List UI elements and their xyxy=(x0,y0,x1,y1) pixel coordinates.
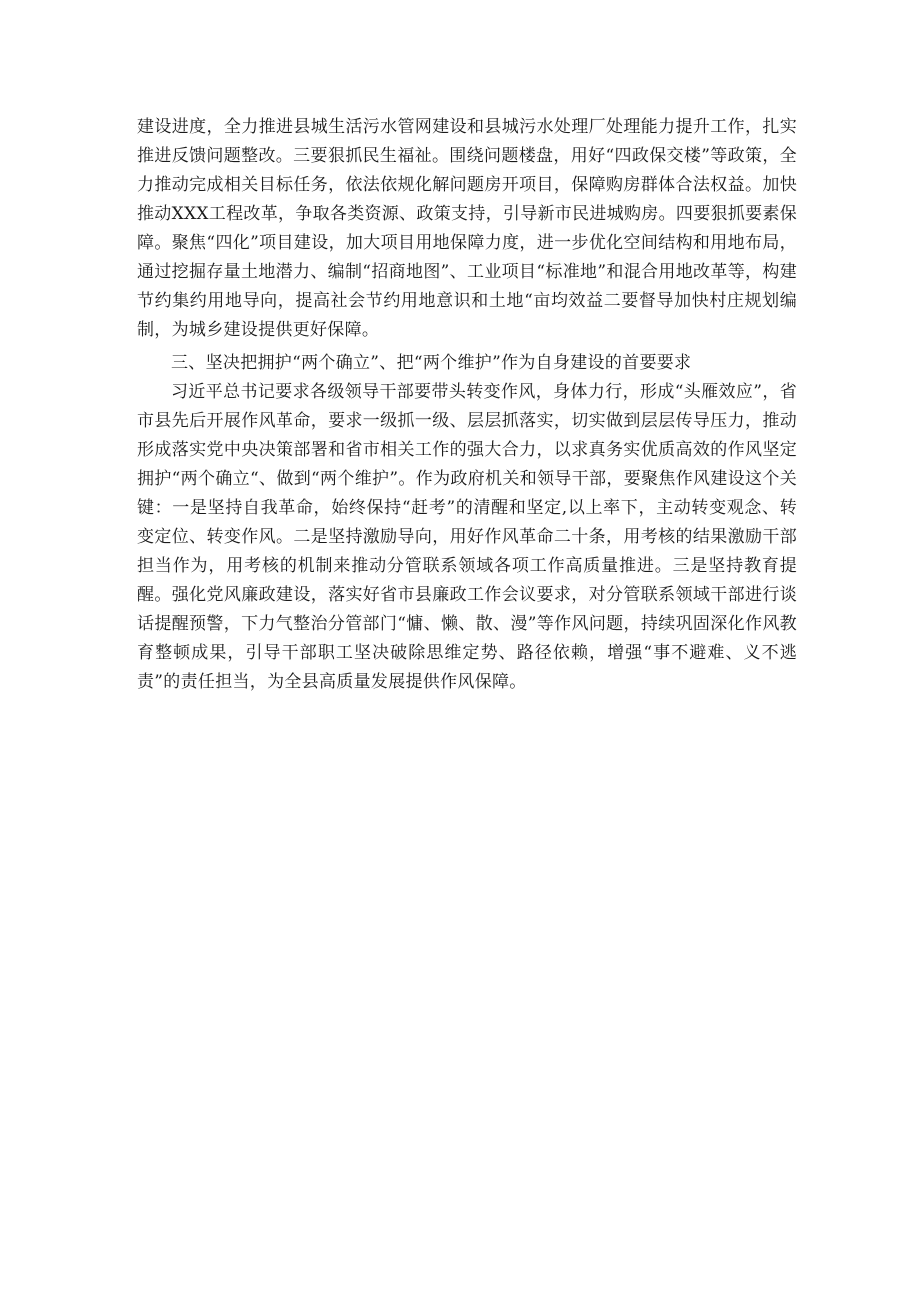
paragraph-continuation: 建设进度，全力推进县城生活污水管网建设和县城污水处理厂处理能力提升工作，扎实推进反馈问题整改。三要狠抓民生福祉。围绕问题楼盘，用好“四政保交楼”等政策，全力推动完成相关目标任务，依法依规化解问题房开项目，保障购房群体合法权益。加快推动XXX工程改革，争取各类资源、政策支持，引导新市民进城购房。四要狠抓要素保障。聚焦“四化”项目建设，加大项目用地保障力度，进一步优化空间结构和用地布局，通过挖掘存量土地潜力、编制“招商地图”、工业项目“标准地”和混合用地改革等，构建节约集约用地导向，提高社会节约用地意识和土地“亩均效益二要督导加快村庄规划编制，为城乡建设提供更好保障。 xyxy=(137,117,798,340)
document-body xyxy=(137,113,797,697)
section-heading-three: 三、坚决把拥护“两个确立”、把“两个维护”作为自身建设的首要要求 xyxy=(171,353,692,373)
paragraph-work-style: 习近平总书记要求各级领导干部要带头转变作风，身体力行，形成“头雁效应”，省市县先后开展作风革命，要求一级抓一级、层层抓落实，切实做到层层传导压力，推动形成落实党中央决策部署和省市相关工作的强大合力，以求真务实优质高效的作风坚定拥护“两个确立“、做到“两个维护”。作为政府机关和领导干部，要聚焦作风建设这个关键：一是坚持自我革命，始终保持“赶考”的清醒和坚定,以上率下，主动转变观念、转变定位、转变作风。二是坚持激励导向，用好作风革命二十条，用考核的结果激励干部担当作为，用考核的机制来推动分管联系领域各项工作高质量推进。三是坚持教育提醒。强化党风廉政建设，落实好省市县廉政工作会议要求，对分管联系领域干部进行谈话提醒预警，下力气整治分管部门“慵、懒、散、漫”等作风问题，持续巩固深化作风教育整顿成果，引导干部职工坚决破除思维定势、路径依赖，增强“事不避难、义不逃责”的责任担当，为全县高质量发展提供作风保障。 xyxy=(137,382,797,692)
